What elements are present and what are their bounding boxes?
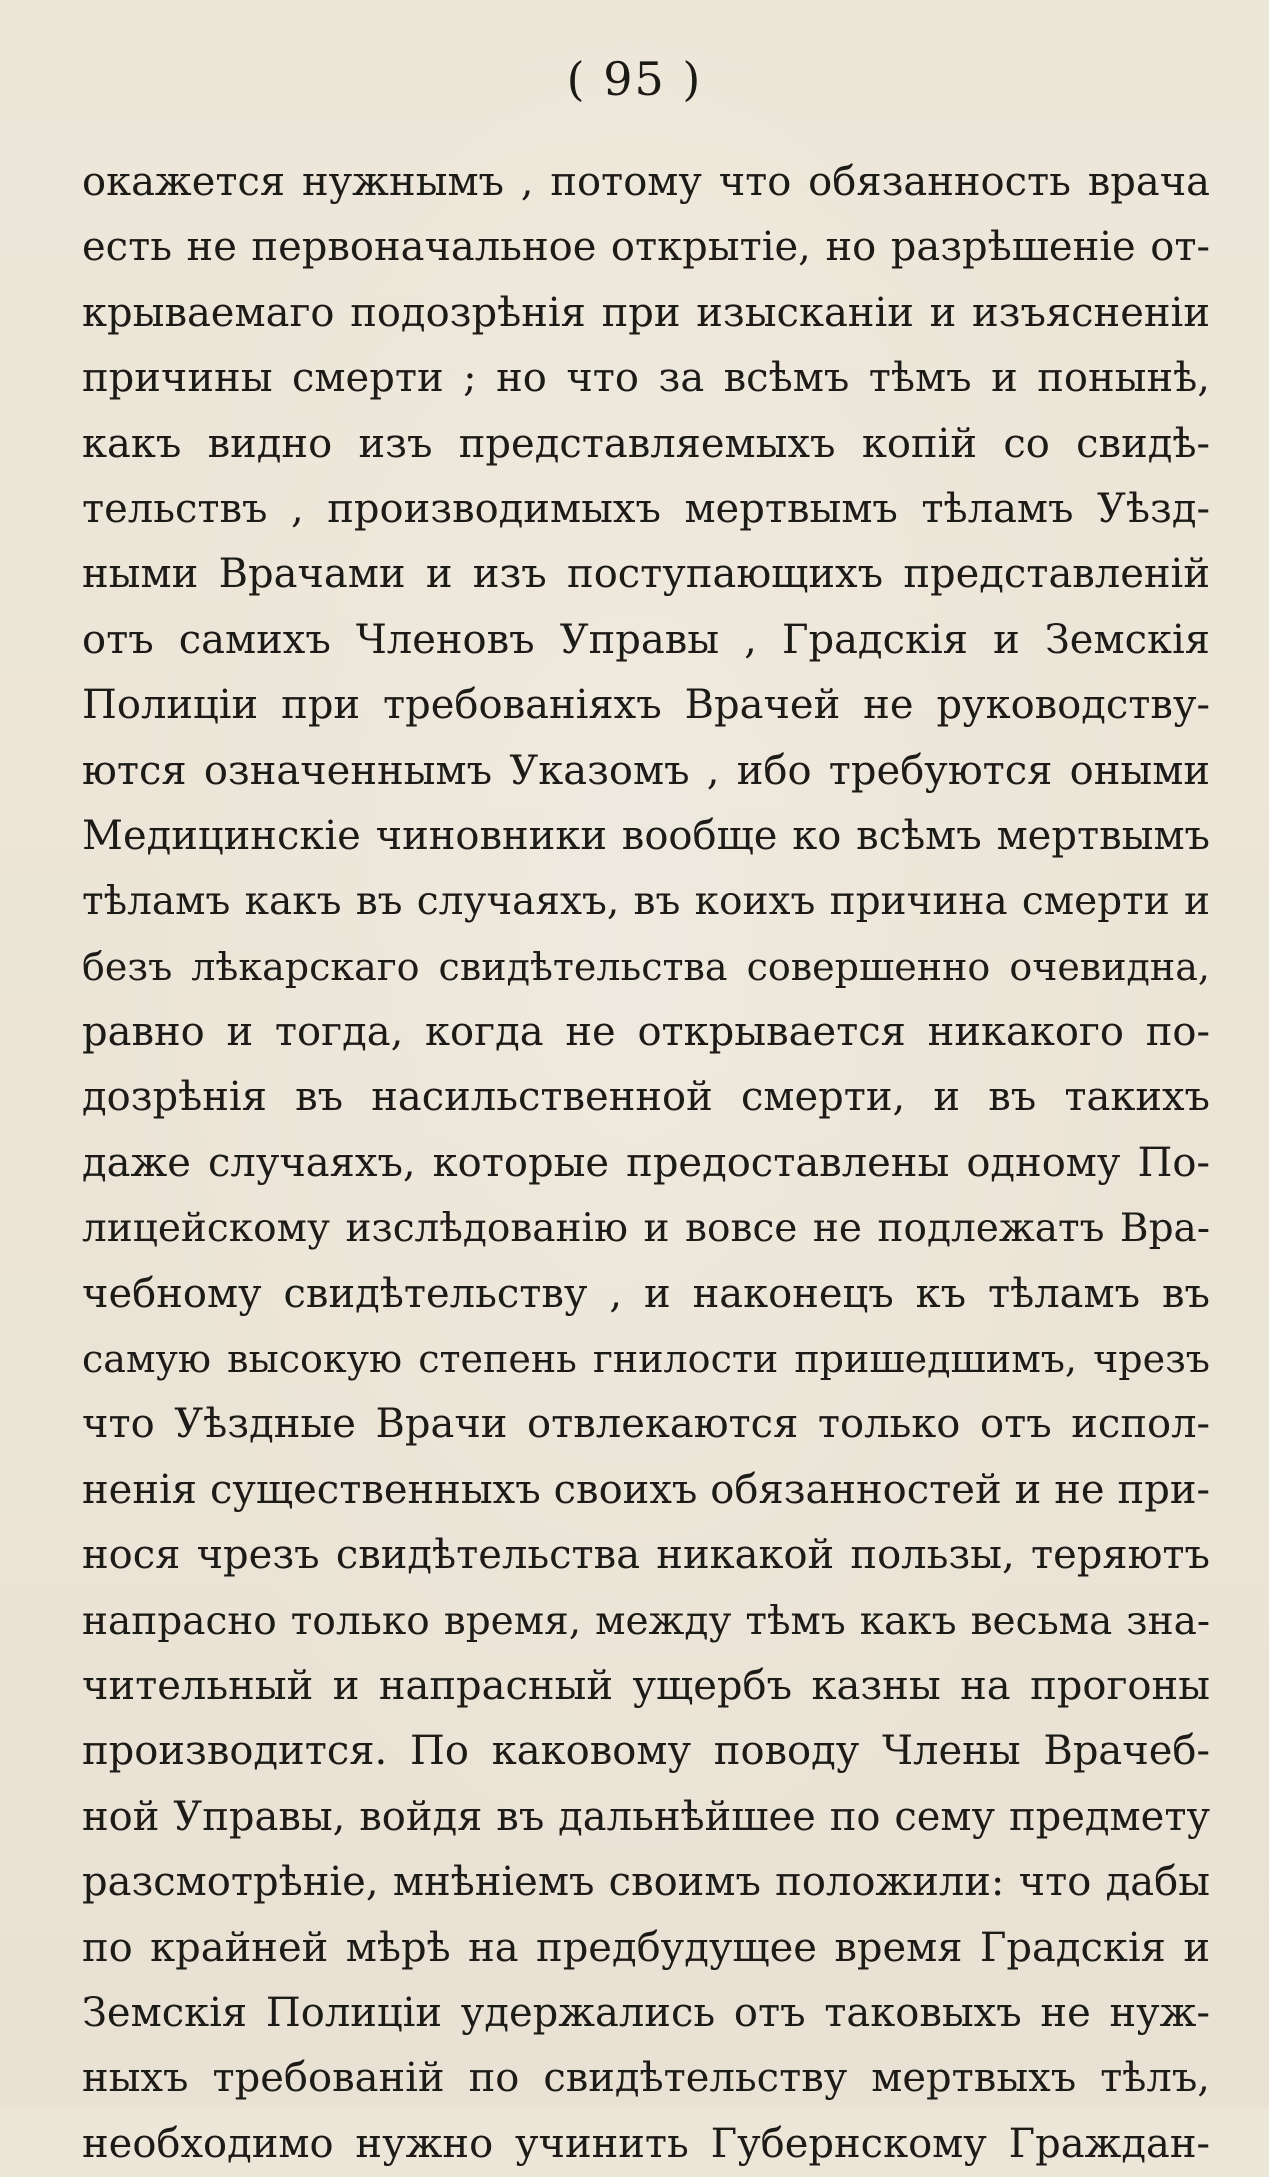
text-line: Медицинскіе чиновники вообще ко всѣмъ мертвымъ (82, 812, 1210, 859)
text-line: разсмотрѣніе, мнѣніемъ своимъ положили: что дабы (82, 1859, 1210, 1906)
text-line: по крайней мѣрѣ на предбудущее время Градскія и (82, 1924, 1210, 1971)
text-line: самую высокую степень гнилости пришедшимъ, чрезъ (82, 1337, 1210, 1382)
text-line: окажется нужнымъ , потому что обязанность врача (82, 159, 1210, 205)
page-number: ( 95 ) (566, 52, 703, 106)
text-line: производится. По каковому поводу Члены Врачеб- (82, 1728, 1210, 1775)
text-line: необходимо нужно учинить Губернскому Граждан- (82, 2120, 1210, 2167)
text-line: Земскія Полиціи удержались отъ таковыхъ не нуж- (82, 1989, 1210, 2036)
text-line: тѣламъ какъ въ случаяхъ, въ коихъ причина смерти и (82, 879, 1210, 925)
text-line: безъ лѣкарскаго свидѣтельства совершенно очевидна, (82, 944, 1210, 989)
text-line: равно и тогда, когда не открывается никакого по- (82, 1009, 1210, 1056)
text-line: какъ видно изъ представляемыхъ копій со свидѣ- (82, 420, 1210, 467)
text-line: дозрѣнія въ насильственной смерти, и въ такихъ (82, 1074, 1210, 1121)
text-line: есть не первоначальное открытіе, но разрѣшеніе от- (82, 224, 1210, 271)
text-line: ными Врачами и изъ поступающихъ представленій (82, 551, 1210, 598)
text-line: чебному свидѣтельству , и наконецъ къ тѣламъ въ (82, 1270, 1210, 1317)
text-line: даже случаяхъ, которые предоставлены одному По- (82, 1139, 1210, 1186)
text-line: нося чрезъ свидѣтельства никакой пользы, теряютъ (82, 1532, 1210, 1579)
text-line: ются означеннымъ Указомъ , ибо требуются оными (82, 747, 1210, 794)
body-text (82, 150, 1210, 2177)
text-line: чительный и напрасный ущербъ казны на прогоны (82, 1662, 1210, 1709)
text-line: лицейскому изслѣдованію и вовсе не подлежатъ Вра- (82, 1206, 1210, 1252)
text-line: напрасно только время, между тѣмъ какъ весьма зна- (82, 1598, 1210, 1644)
text-line: тельствъ , производимыхъ мертвымъ тѣламъ Уѣзд- (82, 485, 1210, 532)
text-line: ненія существенныхъ своихъ обязанностей и не при- (82, 1466, 1210, 1513)
text-line: ныхъ требованій по свидѣтельству мертвыхъ тѣлъ, (82, 2055, 1210, 2102)
text-line: ной Управы, войдя въ дальнѣйшее по сему предмету (82, 1793, 1210, 1840)
text-line: что Уѣздные Врачи отвлекаются только отъ испол- (82, 1401, 1210, 1448)
text-line: отъ самихъ Членовъ Управы , Градскія и Земскія (82, 616, 1210, 663)
text-line: крываемаго подозрѣнія при изысканіи и изъясненіи (82, 289, 1210, 336)
text-line: причины смерти ; но что за всѣмъ тѣмъ и понынѣ, (82, 355, 1210, 402)
text-line: Полиціи при требованіяхъ Врачей не руководству- (82, 682, 1210, 729)
